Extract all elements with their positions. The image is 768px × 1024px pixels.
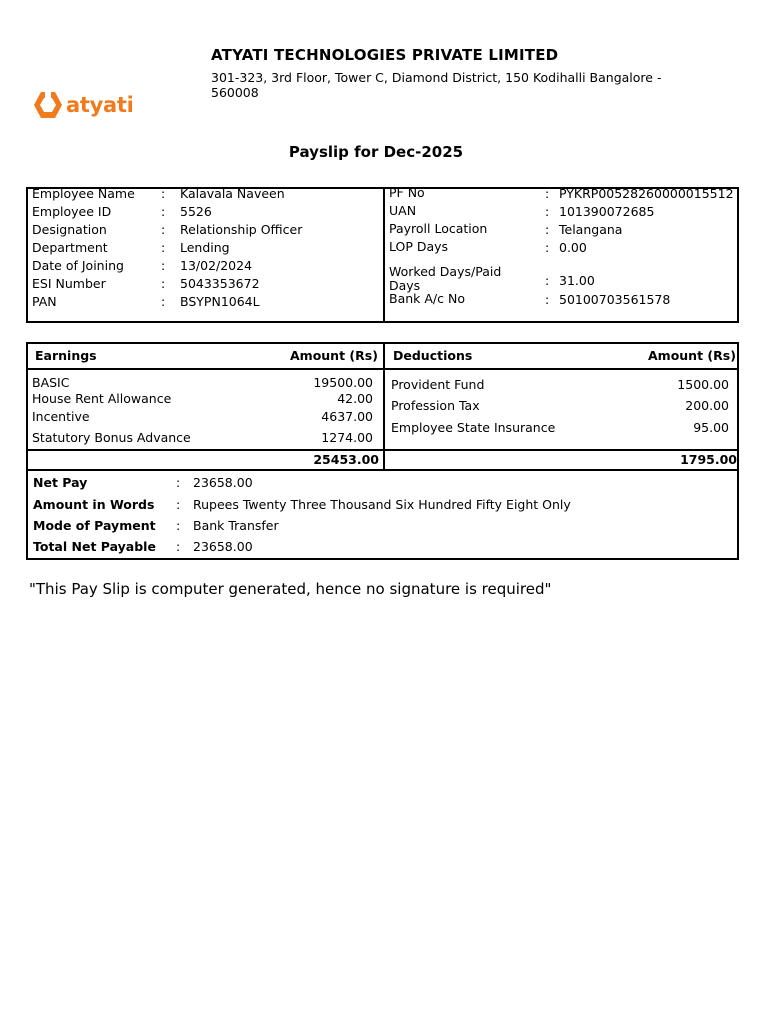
earning-amount: 42.00	[337, 391, 373, 406]
info-colon: :	[545, 291, 550, 307]
info-colon: :	[545, 203, 550, 219]
computer-generated-note: "This Pay Slip is computer generated, hence no signature is required"	[29, 580, 552, 598]
info-label: Payroll Location	[389, 221, 488, 236]
info-label: PF No	[389, 185, 425, 200]
summary-label: Total Net Payable	[33, 539, 156, 554]
info-colon: :	[161, 221, 166, 237]
summary-colon: :	[176, 518, 181, 533]
info-value: Relationship Officer	[180, 221, 303, 237]
info-value: PYKRP00528260000015512	[559, 185, 734, 201]
summary-colon: :	[176, 539, 181, 554]
info-colon: :	[161, 257, 166, 273]
info-colon: :	[545, 185, 550, 201]
info-value: 13/02/2024	[180, 257, 253, 273]
earning-label: House Rent Allowance	[32, 391, 172, 406]
summary-value: 23658.00	[193, 475, 253, 490]
info-label: LOP Days	[389, 239, 449, 254]
info-value: 5043353672	[180, 275, 260, 291]
info-label: Bank A/c No	[389, 291, 465, 306]
deduction-label: Profession Tax	[391, 398, 480, 413]
earning-amount: 1274.00	[321, 430, 373, 445]
earning-label: BASIC	[32, 375, 70, 390]
info-label: PAN	[32, 293, 57, 309]
info-value: 5526	[180, 203, 212, 219]
info-label: Department	[32, 239, 108, 255]
hexagon-logo-icon	[33, 91, 63, 119]
summary-colon: :	[176, 475, 181, 490]
info-value: Kalavala Naveen	[180, 185, 285, 201]
summary-label: Mode of Payment	[33, 518, 156, 533]
info-label: UAN	[389, 203, 417, 218]
deductions-amount-header: Amount (Rs)	[648, 348, 736, 363]
earnings-amount-header: Amount (Rs)	[290, 348, 378, 363]
company-address	[211, 70, 711, 100]
earnings-deductions-box	[26, 342, 739, 560]
info-label: ESI Number	[32, 275, 106, 291]
payslip-title: Payslip for Dec-2025	[288, 143, 464, 161]
earnings-total: 25453.00	[313, 452, 379, 467]
info-colon: :	[161, 293, 166, 309]
summary-label: Net Pay	[33, 475, 88, 490]
info-value: Telangana	[559, 221, 623, 237]
info-colon: :	[161, 239, 166, 255]
deductions-total: 1795.00	[680, 452, 737, 467]
earning-label: Statutory Bonus Advance	[32, 430, 191, 445]
earnings-header: Earnings	[35, 348, 97, 363]
deduction-amount: 95.00	[693, 420, 729, 435]
info-value: 50100703561578	[559, 291, 671, 307]
earning-amount: 4637.00	[321, 409, 373, 424]
summary-value: Bank Transfer	[193, 518, 279, 533]
info-colon: :	[161, 275, 166, 291]
info-label: Employee ID	[32, 203, 112, 219]
earning-label: Incentive	[32, 409, 90, 424]
info-label: Worked Days/Paid Days	[389, 264, 502, 293]
employee-info-box	[26, 187, 739, 323]
summary-colon: :	[176, 497, 181, 512]
company-address-line-2: 560008	[211, 85, 259, 100]
info-colon: :	[161, 203, 166, 219]
employee-info-left	[28, 185, 385, 321]
logo-wordmark: atyati	[66, 93, 134, 117]
info-value: BSYPN1064L	[180, 293, 260, 309]
summary-value: 23658.00	[193, 539, 253, 554]
deductions-header: Deductions	[393, 348, 473, 363]
info-label: Date of Joining	[32, 257, 124, 273]
totals-row	[28, 449, 737, 471]
info-colon: :	[545, 273, 550, 288]
info-label: Designation	[32, 221, 107, 237]
deduction-label: Employee State Insurance	[391, 420, 556, 435]
earning-amount: 19500.00	[313, 375, 373, 390]
company-name: ATYATI TECHNOLOGIES PRIVATE LIMITED	[211, 46, 559, 64]
info-colon: :	[545, 239, 550, 255]
info-colon: :	[161, 185, 166, 201]
summary-value: Rupees Twenty Three Thousand Six Hundred Fifty Eight Only	[193, 497, 571, 512]
info-label: Employee Name	[32, 185, 135, 201]
company-logo	[33, 91, 134, 119]
deduction-amount: 1500.00	[677, 377, 729, 392]
info-value: 31.00	[559, 273, 595, 288]
info-value: 0.00	[559, 239, 587, 255]
company-header	[211, 46, 711, 100]
summary-label: Amount in Words	[33, 497, 155, 512]
employee-info-right	[385, 185, 737, 321]
info-value: 101390072685	[559, 203, 655, 219]
company-address-line-1: 301-323, 3rd Floor, Tower C, Diamond District, 150 Kodihalli Bangalore -	[211, 70, 662, 85]
info-colon: :	[545, 221, 550, 237]
deduction-amount: 200.00	[685, 398, 729, 413]
info-value: Lending	[180, 239, 230, 255]
deduction-label: Provident Fund	[391, 377, 485, 392]
